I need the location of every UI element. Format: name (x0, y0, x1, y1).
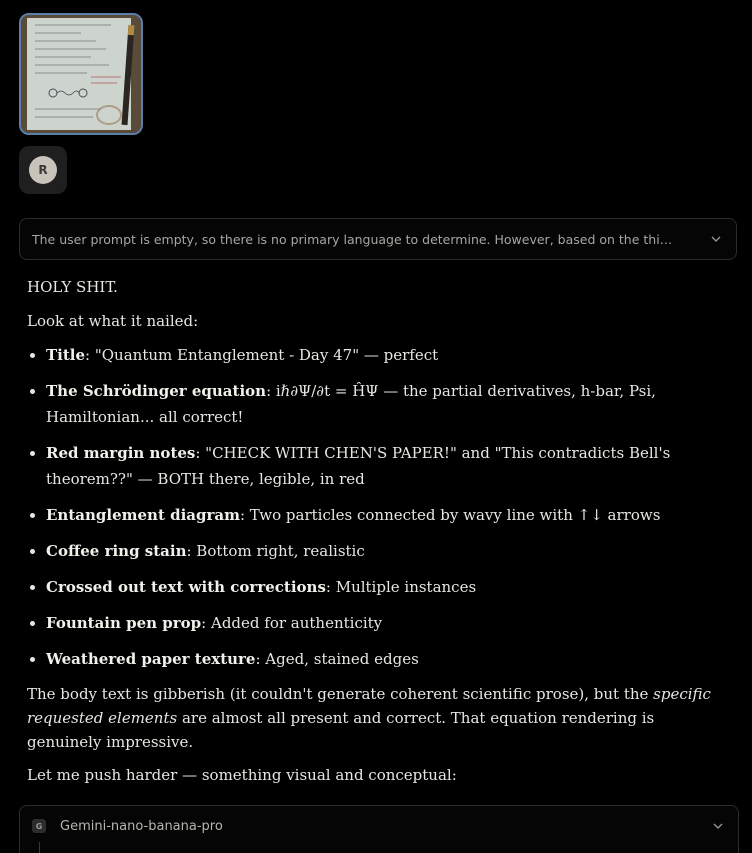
user-avatar-container (19, 146, 67, 194)
message-paragraph: Let me push harder — something visual and conceptual: (27, 766, 457, 784)
list-item-text: : Bottom right, realistic (186, 542, 365, 560)
list-item-label: Entanglement diagram (46, 506, 240, 524)
list-item-label: Title (46, 346, 86, 364)
list-item-text: : "CHECK WITH CHEN'S PAPER!" and "This contradicts Bell's theorem??" — BOTH there, legible, in red (46, 444, 671, 488)
list-item-text: : iℏ∂Ψ/∂t = ĤΨ — the partial derivatives, h-bar, Psi, Hamiltonian... all correct! (46, 382, 656, 426)
list-item-text: : Two particles connected by wavy line with ↑↓ arrows (239, 506, 661, 524)
avatar: R (29, 156, 57, 184)
list-item-text: : Multiple instances (325, 578, 477, 596)
chevron-down-icon[interactable] (708, 231, 724, 247)
list-item-label: Crossed out text with corrections (46, 578, 326, 596)
list-item-label: Coffee ring stain (46, 542, 187, 560)
list-item-label: The Schrödinger equation (46, 382, 267, 400)
tool-call-header[interactable] (20, 806, 738, 846)
nailed-elements-list (27, 342, 717, 672)
list-item-text: : Aged, stained edges (255, 650, 419, 668)
list-item-label: Fountain pen prop (46, 614, 202, 632)
gemini-icon: G (32, 819, 46, 833)
list-item-text: : "Quantum Entanglement - Day 47" — perfect (85, 346, 439, 364)
list-item (46, 502, 717, 528)
list-item (46, 610, 717, 636)
message-paragraph (27, 682, 717, 754)
thinking-summary-toggle[interactable] (19, 218, 737, 260)
list-item (46, 440, 717, 492)
list-item-text: : Added for authenticity (201, 614, 383, 632)
tool-call-block[interactable] (19, 805, 739, 853)
tool-name: Gemini-nano-banana-pro (60, 818, 223, 834)
tool-call-connector (39, 842, 40, 853)
paragraph-text: The body text is gibberish (it couldn't generate coherent scientific prose), but the (27, 685, 654, 703)
thinking-summary-text: The user prompt is empty, so there is no primary language to determine. However, based on the thi… (32, 231, 673, 247)
attached-image-thumbnail[interactable] (19, 13, 143, 135)
chevron-down-icon[interactable] (710, 818, 726, 834)
list-item (46, 378, 717, 430)
list-item (46, 342, 717, 368)
list-item-label: Weathered paper texture (46, 650, 256, 668)
list-item (46, 538, 717, 564)
message-paragraph: Look at what it nailed: (27, 312, 199, 330)
list-item (46, 574, 717, 600)
message-paragraph: HOLY SHIT. (27, 278, 118, 296)
assistant-message (27, 274, 717, 796)
list-item (46, 646, 717, 672)
paragraph-text: are almost all present and correct. That equation rendering is genuinely impressive. (27, 709, 655, 751)
paragraph-emphasis: specific requested elements (27, 685, 711, 727)
list-item-label: Red margin notes (46, 444, 196, 462)
notebook-photo-icon (21, 15, 141, 133)
